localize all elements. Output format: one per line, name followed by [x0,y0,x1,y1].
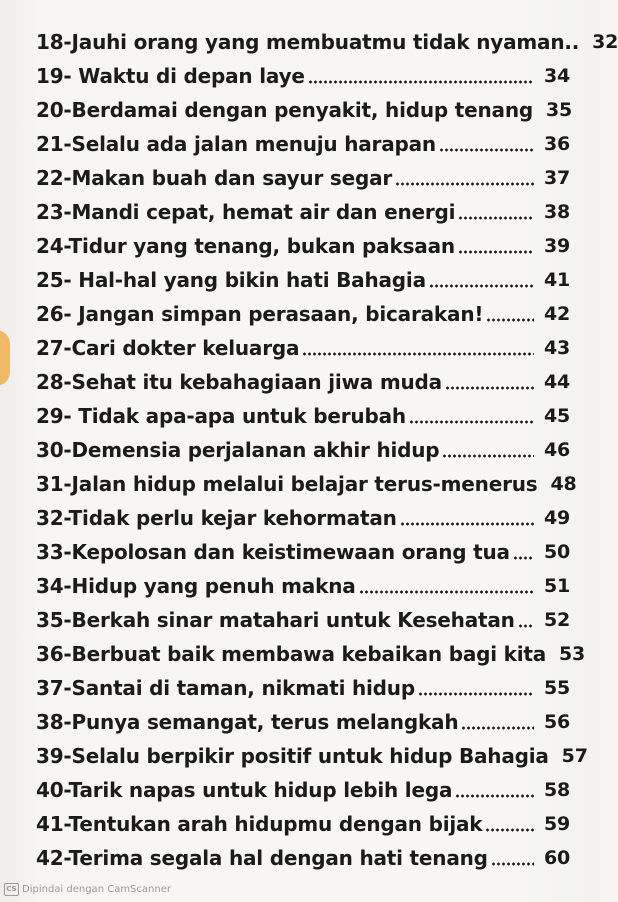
toc-entry-page-number: 41 [543,269,570,291]
toc-dot-leader [461,726,534,730]
toc-entry-title: 27-Cari dokter keluarga [36,336,300,360]
toc-entry [36,535,570,569]
toc-entry-page-number: 53 [559,643,586,665]
toc-entry [36,127,570,161]
toc-entry-page-number: 43 [543,337,570,359]
toc-entry-page-number: 50 [543,541,570,563]
toc-entry-title: 38-Punya semangat, terus melangkah [36,710,459,734]
toc-entry-page-number: 37 [543,167,570,189]
toc-dot-leader [308,80,534,84]
toc-entry-page-number: 32 [592,31,618,53]
toc-entry-title: 26- Jangan simpan perasaan, bicarakan! [36,302,484,326]
toc-entry-title: 23-Mandi cepat, hemat air dan energi [36,200,456,224]
toc-entry [36,195,570,229]
toc-dot-leader [445,386,534,390]
toc-entry [36,671,570,705]
toc-entry [36,25,618,59]
toc-entry [36,739,588,773]
toc-entry [36,93,570,127]
toc-entry-page-number: 36 [543,133,570,155]
toc-entry [36,161,570,195]
toc-entry-title: 34-Hidup yang penuh makna [36,574,356,598]
scanner-watermark [4,883,171,896]
toc-entry-title: 35-Berkah sinar matahari untuk Kesehatan [36,608,515,632]
toc-entry-page-number: 38 [543,201,570,223]
toc-entry [36,603,570,637]
toc-entry [36,365,570,399]
toc-dot-leader [458,250,534,254]
toc-entry-title: 21-Selalu ada jalan menuju harapan [36,132,436,156]
toc-entry-title: 40-Tarik napas untuk hidup lebih lega [36,778,453,802]
toc-entry-title: 19- Waktu di depan laye [36,64,305,88]
toc-entry [36,807,570,841]
toc-entry [36,841,570,875]
toc-dot-leader [485,828,534,832]
toc-dot-leader [439,148,534,152]
toc-entry-page-number: 52 [543,609,570,631]
toc-entry-page-number: 34 [543,65,570,87]
toc-dot-leader [455,794,534,798]
toc-dot-leader [518,624,534,628]
camscanner-logo-icon: CS [4,883,19,896]
toc-entry-title: 18-Jauhi orang yang membuatmu tidak nyaman.. [36,30,580,54]
scanner-watermark-text: Dipindai dengan CamScanner [22,884,171,895]
toc-entry-title: 29- Tidak apa-apa untuk berubah [36,404,406,428]
toc-dot-leader [418,692,534,696]
toc-entry-page-number: 45 [543,405,570,427]
toc-dot-leader [400,522,534,526]
toc-entry-page-number: 56 [543,711,570,733]
toc-entry-title: 33-Kepolosan dan keistimewaan orang tua [36,540,510,564]
toc-dot-leader [513,556,534,560]
toc-entry-page-number: 44 [543,371,570,393]
toc-entry-title: 42-Terima segala hal dengan hati tenang [36,846,488,870]
toc-entry-title: 28-Sehat itu kebahagiaan jiwa muda [36,370,442,394]
toc-entry-page-number: 39 [543,235,570,257]
toc-entry [36,229,570,263]
toc-entry-title: 36-Berbuat baik membawa kebaikan bagi kita [36,642,547,666]
toc-entry-page-number: 49 [543,507,570,529]
toc-dot-leader [491,862,534,866]
toc-dot-leader [302,352,534,356]
toc-dot-leader [458,216,534,220]
toc-entry [36,433,570,467]
toc-entry-title: 37-Santai di taman, nikmati hidup [36,676,415,700]
toc-entry-page-number: 35 [545,99,572,121]
toc-dot-leader [409,420,534,424]
toc-entry [36,773,570,807]
toc-entry-title: 25- Hal-hal yang bikin hati Bahagia [36,268,426,292]
toc-entry-title: 39-Selalu berpikir positif untuk hidup Bahagia [36,744,549,768]
toc-entry-page-number: 51 [543,575,570,597]
toc-dot-leader [442,454,534,458]
toc-entry-page-number: 55 [543,677,570,699]
toc-dot-leader [395,182,534,186]
toc-dot-leader [486,318,534,322]
toc-entry-title: 20-Berdamai dengan penyakit, hidup tenang [36,98,533,122]
toc-entry-title: 31-Jalan hidup melalui belajar terus-menerus [36,472,538,496]
toc-entry-page-number: 58 [543,779,570,801]
toc-entry-page-number: 46 [543,439,570,461]
toc-entry [36,297,570,331]
toc-entry-title: 22-Makan buah dan sayur segar [36,166,393,190]
toc-entry-page-number: 60 [543,847,570,869]
toc-entry [36,501,570,535]
toc-entry-title: 24-Tidur yang tenang, bukan paksaan [36,234,455,258]
toc-entry [36,399,570,433]
toc-entry-page-number: 59 [543,813,570,835]
page-tab-marker [0,330,10,386]
toc-dot-leader [359,590,534,594]
toc-entry [36,263,570,297]
toc-entry-title: 30-Demensia perjalanan akhir hidup [36,438,440,462]
toc-entry-page-number: 48 [550,473,577,495]
toc-entry-page-number: 42 [543,303,570,325]
toc-entry [36,637,586,671]
toc-entry [36,705,570,739]
toc-entry [36,569,570,603]
toc-dot-leader [429,284,534,288]
toc-entry [36,59,570,93]
toc-entry [36,467,577,501]
toc-entry-title: 41-Tentukan arah hidupmu dengan bijak [36,812,483,836]
toc-entry-page-number: 57 [561,745,588,767]
toc-entry [36,331,570,365]
toc-entry-title: 32-Tidak perlu kejar kehormatan [36,506,397,530]
